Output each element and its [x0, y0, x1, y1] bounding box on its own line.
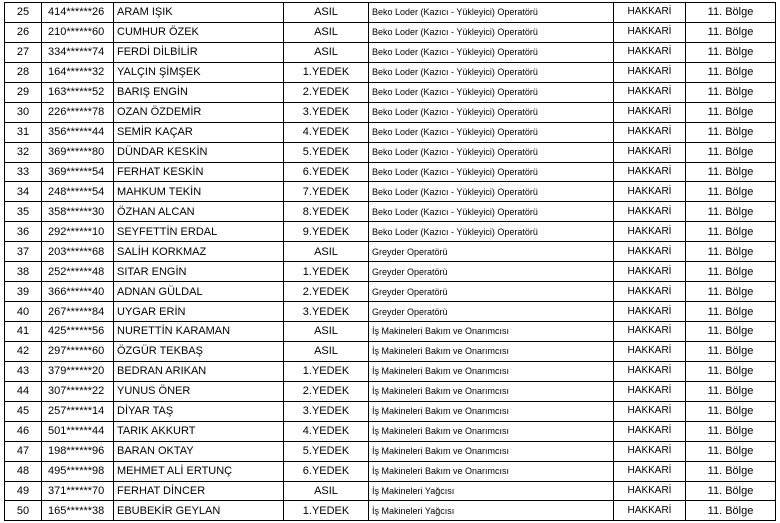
candidate-status-cell: 5.YEDEK: [284, 441, 369, 461]
candidate-name-cell: SEMİR KAÇAR: [114, 122, 284, 142]
region-cell: 11. Bölge: [686, 182, 776, 202]
candidate-list-table: [4, 2, 776, 521]
province-cell: HAKKARİ: [614, 282, 686, 302]
id-number-cell: 163******52: [42, 82, 114, 102]
candidate-name-cell: OZAN ÖZDEMİR: [114, 102, 284, 122]
id-number-cell: 366******40: [42, 282, 114, 302]
table-row: [5, 401, 776, 421]
region-cell: 11. Bölge: [686, 501, 776, 521]
id-number-cell: 501******44: [42, 421, 114, 441]
job-title-cell: Beko Loder (Kazıcı - Yükleyici) Operatörü: [369, 202, 614, 222]
row-number-cell: 39: [5, 282, 42, 302]
id-number-cell: 369******80: [42, 142, 114, 162]
candidate-name-cell: NURETTİN KARAMAN: [114, 322, 284, 342]
region-cell: 11. Bölge: [686, 142, 776, 162]
province-cell: HAKKARİ: [614, 401, 686, 421]
candidate-status-cell: 3.YEDEK: [284, 302, 369, 322]
job-title-cell: Beko Loder (Kazıcı - Yükleyici) Operatörü: [369, 222, 614, 242]
candidate-name-cell: YALÇIN ŞİMŞEK: [114, 62, 284, 82]
candidate-name-cell: BEDRAN ARIKAN: [114, 361, 284, 381]
row-number-cell: 44: [5, 381, 42, 401]
row-number-cell: 26: [5, 22, 42, 42]
job-title-cell: İş Makineleri Bakım ve Onarımcısı: [369, 341, 614, 361]
row-number-cell: 49: [5, 481, 42, 501]
province-cell: HAKKARİ: [614, 162, 686, 182]
table-row: [5, 381, 776, 401]
id-number-cell: 252******48: [42, 262, 114, 282]
region-cell: 11. Bölge: [686, 441, 776, 461]
candidate-name-cell: DİYAR TAŞ: [114, 401, 284, 421]
candidate-status-cell: 7.YEDEK: [284, 182, 369, 202]
region-cell: 11. Bölge: [686, 162, 776, 182]
candidate-status-cell: 3.YEDEK: [284, 401, 369, 421]
id-number-cell: 356******44: [42, 122, 114, 142]
job-title-cell: İş Makineleri Yağcısı: [369, 481, 614, 501]
job-title-cell: Beko Loder (Kazıcı - Yükleyici) Operatörü: [369, 3, 614, 23]
job-title-cell: Beko Loder (Kazıcı - Yükleyici) Operatörü: [369, 102, 614, 122]
candidate-name-cell: FERHAT DİNCER: [114, 481, 284, 501]
candidate-status-cell: 8.YEDEK: [284, 202, 369, 222]
region-cell: 11. Bölge: [686, 401, 776, 421]
candidate-name-cell: SITAR ENGİN: [114, 262, 284, 282]
candidate-name-cell: BARAN OKTAY: [114, 441, 284, 461]
province-cell: HAKKARİ: [614, 182, 686, 202]
region-cell: 11. Bölge: [686, 381, 776, 401]
table-row: [5, 421, 776, 441]
row-number-cell: 25: [5, 3, 42, 23]
row-number-cell: 32: [5, 142, 42, 162]
region-cell: 11. Bölge: [686, 22, 776, 42]
region-cell: 11. Bölge: [686, 461, 776, 481]
table-row: [5, 22, 776, 42]
job-title-cell: İş Makineleri Yağcısı: [369, 501, 614, 521]
table-row: [5, 441, 776, 461]
job-title-cell: Greyder Operatörü: [369, 282, 614, 302]
table-row: [5, 3, 776, 23]
row-number-cell: 50: [5, 501, 42, 521]
row-number-cell: 28: [5, 62, 42, 82]
candidate-status-cell: 1.YEDEK: [284, 62, 369, 82]
row-number-cell: 41: [5, 322, 42, 342]
table-row: [5, 222, 776, 242]
job-title-cell: İş Makineleri Bakım ve Onarımcısı: [369, 361, 614, 381]
job-title-cell: İş Makineleri Bakım ve Onarımcısı: [369, 441, 614, 461]
row-number-cell: 42: [5, 341, 42, 361]
table-row: [5, 461, 776, 481]
candidate-status-cell: 4.YEDEK: [284, 122, 369, 142]
province-cell: HAKKARİ: [614, 242, 686, 262]
candidate-name-cell: SALİH KORKMAZ: [114, 242, 284, 262]
candidate-name-cell: CUMHUR ÖZEK: [114, 22, 284, 42]
candidate-status-cell: 6.YEDEK: [284, 162, 369, 182]
candidate-status-cell: 3.YEDEK: [284, 102, 369, 122]
id-number-cell: 414******26: [42, 3, 114, 23]
province-cell: HAKKARİ: [614, 42, 686, 62]
region-cell: 11. Bölge: [686, 282, 776, 302]
candidate-status-cell: ASIL: [284, 42, 369, 62]
candidate-status-cell: ASIL: [284, 22, 369, 42]
table-row: [5, 202, 776, 222]
id-number-cell: 267******84: [42, 302, 114, 322]
candidate-name-cell: UYGAR ERİN: [114, 302, 284, 322]
table-row: [5, 262, 776, 282]
candidate-status-cell: ASIL: [284, 341, 369, 361]
job-title-cell: İş Makineleri Bakım ve Onarımcısı: [369, 461, 614, 481]
table-row: [5, 501, 776, 521]
region-cell: 11. Bölge: [686, 202, 776, 222]
id-number-cell: 257******14: [42, 401, 114, 421]
table-row: [5, 102, 776, 122]
candidate-status-cell: 1.YEDEK: [284, 501, 369, 521]
candidate-status-cell: 2.YEDEK: [284, 82, 369, 102]
id-number-cell: 210******60: [42, 22, 114, 42]
id-number-cell: 297******60: [42, 341, 114, 361]
region-cell: 11. Bölge: [686, 222, 776, 242]
candidate-status-cell: 2.YEDEK: [284, 381, 369, 401]
province-cell: HAKKARİ: [614, 421, 686, 441]
row-number-cell: 30: [5, 102, 42, 122]
candidate-status-cell: 4.YEDEK: [284, 421, 369, 441]
job-title-cell: İş Makineleri Bakım ve Onarımcısı: [369, 381, 614, 401]
job-title-cell: Beko Loder (Kazıcı - Yükleyici) Operatörü: [369, 162, 614, 182]
id-number-cell: 379******20: [42, 361, 114, 381]
province-cell: HAKKARİ: [614, 341, 686, 361]
row-number-cell: 43: [5, 361, 42, 381]
region-cell: 11. Bölge: [686, 122, 776, 142]
candidate-status-cell: ASIL: [284, 481, 369, 501]
province-cell: HAKKARİ: [614, 441, 686, 461]
id-number-cell: 369******54: [42, 162, 114, 182]
row-number-cell: 36: [5, 222, 42, 242]
id-number-cell: 425******56: [42, 322, 114, 342]
region-cell: 11. Bölge: [686, 322, 776, 342]
table-row: [5, 62, 776, 82]
row-number-cell: 45: [5, 401, 42, 421]
row-number-cell: 33: [5, 162, 42, 182]
province-cell: HAKKARİ: [614, 501, 686, 521]
candidate-name-cell: FERHAT KESKİN: [114, 162, 284, 182]
id-number-cell: 226******78: [42, 102, 114, 122]
province-cell: HAKKARİ: [614, 381, 686, 401]
province-cell: HAKKARİ: [614, 222, 686, 242]
region-cell: 11. Bölge: [686, 361, 776, 381]
candidate-name-cell: MAHKUM TEKİN: [114, 182, 284, 202]
province-cell: HAKKARİ: [614, 82, 686, 102]
region-cell: 11. Bölge: [686, 481, 776, 501]
job-title-cell: Beko Loder (Kazıcı - Yükleyici) Operatörü: [369, 62, 614, 82]
candidate-name-cell: FERDİ DİLBİLİR: [114, 42, 284, 62]
region-cell: 11. Bölge: [686, 82, 776, 102]
region-cell: 11. Bölge: [686, 42, 776, 62]
job-title-cell: İş Makineleri Bakım ve Onarımcısı: [369, 322, 614, 342]
table-row: [5, 162, 776, 182]
table-row: [5, 322, 776, 342]
province-cell: HAKKARİ: [614, 322, 686, 342]
candidate-status-cell: 5.YEDEK: [284, 142, 369, 162]
id-number-cell: 164******32: [42, 62, 114, 82]
id-number-cell: 248******54: [42, 182, 114, 202]
province-cell: HAKKARİ: [614, 3, 686, 23]
candidate-status-cell: 1.YEDEK: [284, 262, 369, 282]
candidate-name-cell: MEHMET ALİ ERTUNÇ: [114, 461, 284, 481]
region-cell: 11. Bölge: [686, 421, 776, 441]
table-row: [5, 481, 776, 501]
id-number-cell: 334******74: [42, 42, 114, 62]
table-row: [5, 142, 776, 162]
table-row: [5, 302, 776, 322]
row-number-cell: 35: [5, 202, 42, 222]
province-cell: HAKKARİ: [614, 122, 686, 142]
job-title-cell: Beko Loder (Kazıcı - Yükleyici) Operatörü: [369, 82, 614, 102]
table-row: [5, 182, 776, 202]
province-cell: HAKKARİ: [614, 302, 686, 322]
id-number-cell: 371******70: [42, 481, 114, 501]
candidate-name-cell: ADNAN GÜLDAL: [114, 282, 284, 302]
region-cell: 11. Bölge: [686, 341, 776, 361]
region-cell: 11. Bölge: [686, 262, 776, 282]
candidate-name-cell: YUNUS ÖNER: [114, 381, 284, 401]
table-row: [5, 122, 776, 142]
job-title-cell: Beko Loder (Kazıcı - Yükleyici) Operatörü: [369, 22, 614, 42]
province-cell: HAKKARİ: [614, 22, 686, 42]
job-title-cell: Greyder Operatörü: [369, 302, 614, 322]
candidate-name-cell: EBUBEKİR GEYLAN: [114, 501, 284, 521]
candidate-status-cell: ASIL: [284, 322, 369, 342]
job-title-cell: Greyder Operatörü: [369, 262, 614, 282]
job-title-cell: Beko Loder (Kazıcı - Yükleyici) Operatörü: [369, 142, 614, 162]
id-number-cell: 165******38: [42, 501, 114, 521]
row-number-cell: 40: [5, 302, 42, 322]
row-number-cell: 38: [5, 262, 42, 282]
id-number-cell: 292******10: [42, 222, 114, 242]
row-number-cell: 37: [5, 242, 42, 262]
row-number-cell: 47: [5, 441, 42, 461]
candidate-name-cell: SEYFETTİN ERDAL: [114, 222, 284, 242]
id-number-cell: 358******30: [42, 202, 114, 222]
id-number-cell: 198******96: [42, 441, 114, 461]
candidate-status-cell: ASIL: [284, 242, 369, 262]
province-cell: HAKKARİ: [614, 361, 686, 381]
region-cell: 11. Bölge: [686, 3, 776, 23]
province-cell: HAKKARİ: [614, 102, 686, 122]
candidate-status-cell: 9.YEDEK: [284, 222, 369, 242]
job-title-cell: Beko Loder (Kazıcı - Yükleyici) Operatörü: [369, 182, 614, 202]
id-number-cell: 203******68: [42, 242, 114, 262]
region-cell: 11. Bölge: [686, 62, 776, 82]
candidate-status-cell: 6.YEDEK: [284, 461, 369, 481]
row-number-cell: 31: [5, 122, 42, 142]
region-cell: 11. Bölge: [686, 242, 776, 262]
id-number-cell: 495******98: [42, 461, 114, 481]
job-title-cell: İş Makineleri Bakım ve Onarımcısı: [369, 421, 614, 441]
row-number-cell: 27: [5, 42, 42, 62]
table-row: [5, 42, 776, 62]
job-title-cell: İş Makineleri Bakım ve Onarımcısı: [369, 401, 614, 421]
table-body: [5, 3, 776, 521]
candidate-name-cell: TARIK AKKURT: [114, 421, 284, 441]
province-cell: HAKKARİ: [614, 142, 686, 162]
candidate-status-cell: ASIL: [284, 3, 369, 23]
table-row: [5, 82, 776, 102]
province-cell: HAKKARİ: [614, 481, 686, 501]
province-cell: HAKKARİ: [614, 262, 686, 282]
province-cell: HAKKARİ: [614, 461, 686, 481]
candidate-name-cell: DÜNDAR KESKİN: [114, 142, 284, 162]
candidate-name-cell: ARAM IŞIK: [114, 3, 284, 23]
row-number-cell: 48: [5, 461, 42, 481]
candidate-status-cell: 2.YEDEK: [284, 282, 369, 302]
candidate-name-cell: BARIŞ ENGİN: [114, 82, 284, 102]
table-row: [5, 242, 776, 262]
job-title-cell: Greyder Operatörü: [369, 242, 614, 262]
province-cell: HAKKARİ: [614, 62, 686, 82]
row-number-cell: 46: [5, 421, 42, 441]
table-row: [5, 341, 776, 361]
table-row: [5, 361, 776, 381]
job-title-cell: Beko Loder (Kazıcı - Yükleyici) Operatörü: [369, 122, 614, 142]
row-number-cell: 29: [5, 82, 42, 102]
candidate-name-cell: ÖZGÜR TEKBAŞ: [114, 341, 284, 361]
table-row: [5, 282, 776, 302]
row-number-cell: 34: [5, 182, 42, 202]
candidate-name-cell: ÖZHAN ALCAN: [114, 202, 284, 222]
region-cell: 11. Bölge: [686, 302, 776, 322]
region-cell: 11. Bölge: [686, 102, 776, 122]
province-cell: HAKKARİ: [614, 202, 686, 222]
job-title-cell: Beko Loder (Kazıcı - Yükleyici) Operatörü: [369, 42, 614, 62]
id-number-cell: 307******22: [42, 381, 114, 401]
candidate-status-cell: 1.YEDEK: [284, 361, 369, 381]
